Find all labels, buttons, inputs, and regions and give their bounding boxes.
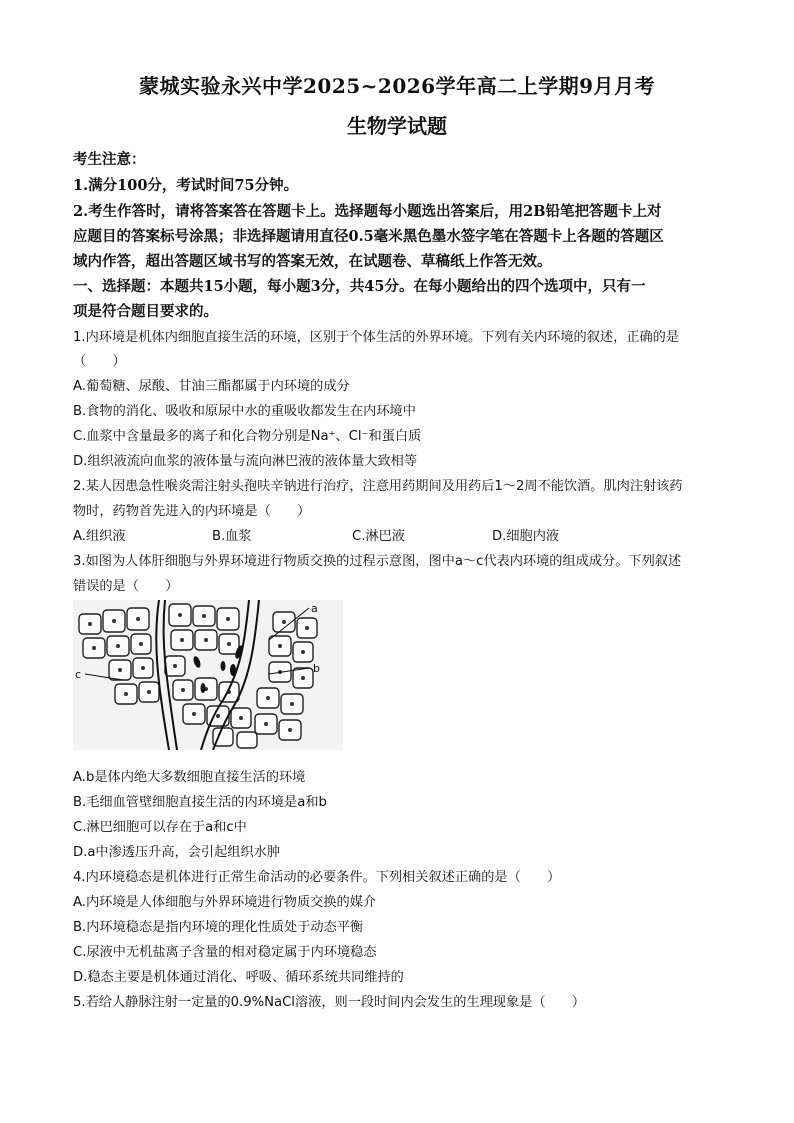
q3-stem-line-1: 3.如图为人体肝细胞与外界环境进行物质交换的过程示意图，图中a～c代表内环境的组成成分。下列叙述 [73,554,682,569]
section-heading-line-1: 一、选择题：本题共15小题，每小题3分，共45分。在每小题给出的四个选项中，只有一 [73,278,646,295]
notice-item-1: 1.满分100分，考试时间75分钟。 [73,177,299,194]
q2-stem-line-2: 物时，药物首先进入的内环境是（ ） [73,504,311,519]
q3-option-a: A.b是体内绝大多数细胞直接生活的环境 [73,770,306,785]
q2-option-a: A.组织液 [73,529,126,544]
figure-label-a: a [311,602,318,615]
q1-stem-line-2: （ ） [73,354,126,369]
figure-label-c: c [75,668,82,681]
q1-option-c: C.血浆中含量最多的离子和化合物分别是Na⁺、Cl⁻和蛋白质 [73,429,422,444]
q3-stem-line-2: 错误的是（ ） [73,579,179,594]
q2-option-d: D.细胞内液 [492,529,560,544]
q1-option-d: D.组织液流向血浆的液体量与流向淋巴液的液体量大致相等 [73,454,418,469]
q4-option-a: A.内环境是人体细胞与外界环境进行物质交换的媒介 [73,895,377,910]
q3-option-d: D.a中渗透压升高，会引起组织水肿 [73,845,281,860]
q4-stem: 4.内环境稳态是机体进行正常生命活动的必要条件。下列相关叙述正确的是（ ） [73,870,561,885]
q4-option-d: D.稳态主要是机体通过消化、呼吸、循环系统共同维持的 [73,970,404,985]
q2-option-b: B.血浆 [212,529,252,544]
q5-stem: 5.若给人静脉注射一定量的0.9%NaCl溶液，则一段时间内会发生的生理现象是（ ） [73,995,586,1010]
notice-item-2-line-1: 2.考生作答时，请将答案答在答题卡上。选择题每小题选出答案后，用2B铅笔把答题卡上对 [73,203,662,220]
q2-option-c: C.淋巴液 [352,529,405,544]
q1-stem-line-1: 1.内环境是机体内细胞直接生活的环境，区别于个体生活的外界环境。下列有关内环境的叙述，正确的是 [73,330,680,345]
figure-label-b: b [313,662,320,675]
q1-option-b: B.食物的消化、吸收和原尿中水的重吸收都发生在内环境中 [73,404,416,419]
q3-option-c: C.淋巴细胞可以存在于a和c中 [73,820,247,835]
notice-item-2-line-3: 域内作答，超出答题区域书写的答案无效，在试题卷、草稿纸上作答无效。 [73,253,552,270]
q3-option-b: B.毛细血管壁细胞直接生活的内环境是a和b [73,795,327,810]
section-heading-line-2: 项是符合题目要求的。 [73,303,218,320]
q1-option-a: A.葡萄糖、尿酸、甘油三酯都属于内环境的成分 [73,379,350,394]
liver-cell-diagram [73,600,343,750]
exam-title: 蒙城实验永兴中学2025~2026学年高二上学期9月月考 [138,74,655,98]
notice-item-2-line-2: 应题目的答案标号涂黑；非选择题请用直径0.5毫米黑色墨水签字笔在答题卡上各题的答题区 [73,228,664,245]
q4-option-b: B.内环境稳态是指内环境的理化性质处于动态平衡 [73,920,364,935]
exam-subtitle: 生物学试题 [347,114,447,138]
q2-stem-line-1: 2.某人因患急性喉炎需注射头孢呋辛钠进行治疗，注意用药期间及用药后1～2周不能饮酒。肌肉注射该药 [73,479,683,494]
notice-heading: 考生注意： [73,151,146,168]
q4-option-c: C.尿液中无机盐离子含量的相对稳定属于内环境稳态 [73,945,377,960]
